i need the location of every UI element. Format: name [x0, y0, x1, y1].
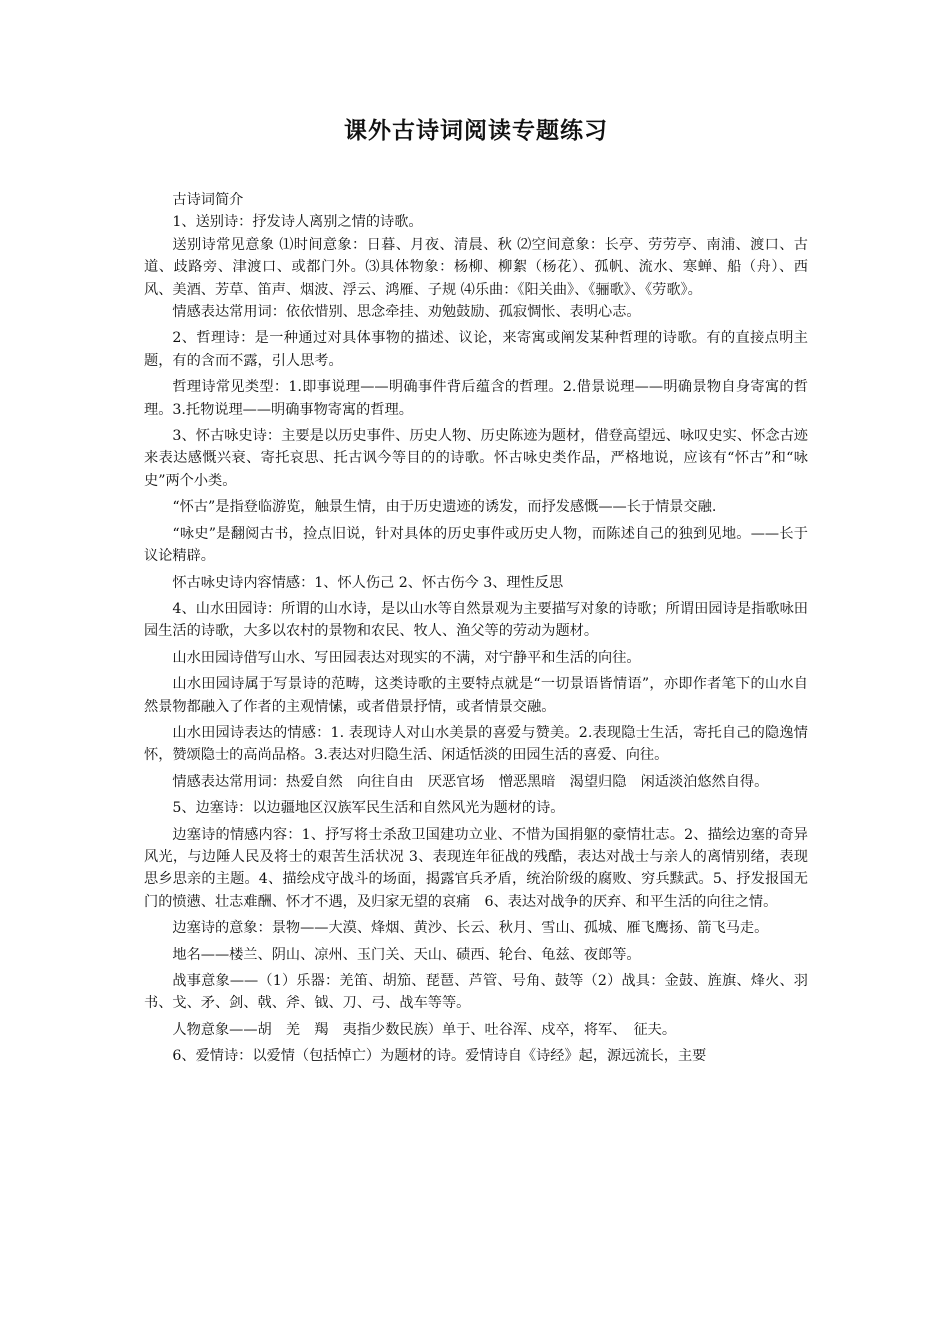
paragraph: 山水田园诗借写山水、写田园表达对现实的不满，对宁静平和生活的向往。	[172, 649, 641, 666]
paragraph: 边塞诗的情感内容：1、抒写将士杀敌卫国建功立业、不惜为国捐躯的豪情壮志。2、描绘边塞的奇异风光，与边陲人民及将士的艰苦生活状况 3、表现连年征战的残酷，表达对战士与亲人的离情别绪，表现思乡思亲的主题。4、描绘戍守战斗的场面，揭露官兵矛盾，统治阶级的腐败、穷兵黩武。5、抒发报国无门的愤懑、壮志难酬、怀才不遇，及归家无望的哀痛 6、表达对战争的厌弃、和平生活的向往之情。	[144, 826, 808, 910]
paragraph: 怀古咏史诗内容情感：1、怀人伤己 2、怀古伤今 3、理性反思	[172, 574, 564, 591]
paragraph: 哲理诗常见类型：1.即事说理——明确事件背后蕴含的哲理。2.借景说理——明确景物自身寄寓的哲理。3.托物说理——明确事物寄寓的哲理。	[144, 379, 808, 418]
page-title: 课外古诗词阅读专题练习	[344, 117, 608, 144]
paragraph: “怀古”是指登临游览，触景生情，由于历史遗迹的诱发，而抒发感慨——长于情景交融.	[172, 499, 717, 516]
paragraph: 人物意象——胡 羌 羯 夷指少数民族）单于、吐谷浑、戍卒，将军、 征夫。	[172, 1021, 677, 1038]
paragraph: 山水田园诗表达的情感：1. 表现诗人对山水美景的喜爱与赞美。2.表现隐士生活，寄托自己的隐逸情怀，赞颂隐士的高尚品格。3.表达对归隐生活、闲适恬淡的田园生活的喜爱、向往。	[144, 724, 808, 764]
document-page	[144, 112, 808, 1068]
paragraph: 战事意象——（1）乐器：羌笛、胡笳、琵琶、芦管、号角、鼓等（2）战具：金鼓、旌旗、烽火、羽书、戈、矛、剑、戟、斧、钺、刀、弓、战车等等。	[144, 973, 808, 1012]
paragraph: 5、边塞诗：以边疆地区汉族军民生活和自然风光为题材的诗。	[172, 800, 565, 817]
document-body	[144, 189, 808, 1068]
paragraph: 6、爱情诗：以爱情（包括悼亡）为题材的诗。爱情诗自《诗经》起，源远流长，主要	[172, 1048, 707, 1065]
section-intro-heading: 古诗词简介	[172, 192, 244, 208]
paragraph: 地名——楼兰、阴山、凉州、玉门关、天山、碛西、轮台、龟兹、夜郎等。	[172, 946, 641, 963]
paragraph: 边塞诗的意象：景物——大漠、烽烟、黄沙、长云、秋月、雪山、孤城、雁飞鹰扬、箭飞马走。	[172, 920, 769, 937]
paragraph: 1、送别诗：抒发诗人离别之情的诗歌。	[172, 214, 423, 231]
paragraph: 山水田园诗属于写景诗的范畴，这类诗歌的主要特点就是“一切景语皆情语”，亦即作者笔下的山水自然景物都融入了作者的主观情愫，或者借景抒情，或者情景交融。	[144, 676, 808, 715]
paragraph: 送别诗常见意象 ⑴时间意象：日暮、月夜、清晨、秋 ⑵空间意象：长亭、劳劳亭、南浦、渡口、古道、歧路旁、津渡口、或都门外。⑶具体物象：杨柳、柳絮（杨花）、孤帆、流水、寒蝉、船（舟）、西风、美酒、芳草、笛声、烟波、浮云、鸿雁、子规 ⑷乐曲：《阳关曲》、《骊歌》、《劳歌》。	[144, 236, 808, 298]
paragraph: 3、怀古咏史诗：主要是以历史事件、历史人物、历史陈迹为题材，借登高望远、咏叹史实、怀念古迹来表达感慨兴衰、寄托哀思、托古讽今等目的的诗歌。怀古咏史类作品，严格地说，应该有“怀古”和“咏史”两个小类。	[144, 428, 808, 489]
paragraph: 2、哲理诗：是一种通过对具体事物的描述、议论，来寄寓或阐发某种哲理的诗歌。有的直接点明主题，有的含而不露，引人思考。	[144, 330, 808, 369]
paragraph: 4、山水田园诗：所谓的山水诗，是以山水等自然景观为主要描写对象的诗歌；所谓田园诗是指歌咏田园生活的诗歌，大多以农村的景物和农民、牧人、渔父等的劳动为题材。	[144, 600, 808, 640]
paragraph: 情感表达常用词：热爱自然 向往自由 厌恶官场 憎恶黑暗 渴望归隐 闲适淡泊悠然自得。	[172, 773, 769, 790]
paragraph: “咏史”是翻阅古书，捡点旧说，针对具体的历史事件或历史人物，而陈述自己的独到见地。——长于议论精辟。	[144, 525, 808, 565]
paragraph: 情感表达常用词：依依惜别、思念牵挂、劝勉鼓励、孤寂惆怅、表明心志。	[172, 304, 641, 321]
